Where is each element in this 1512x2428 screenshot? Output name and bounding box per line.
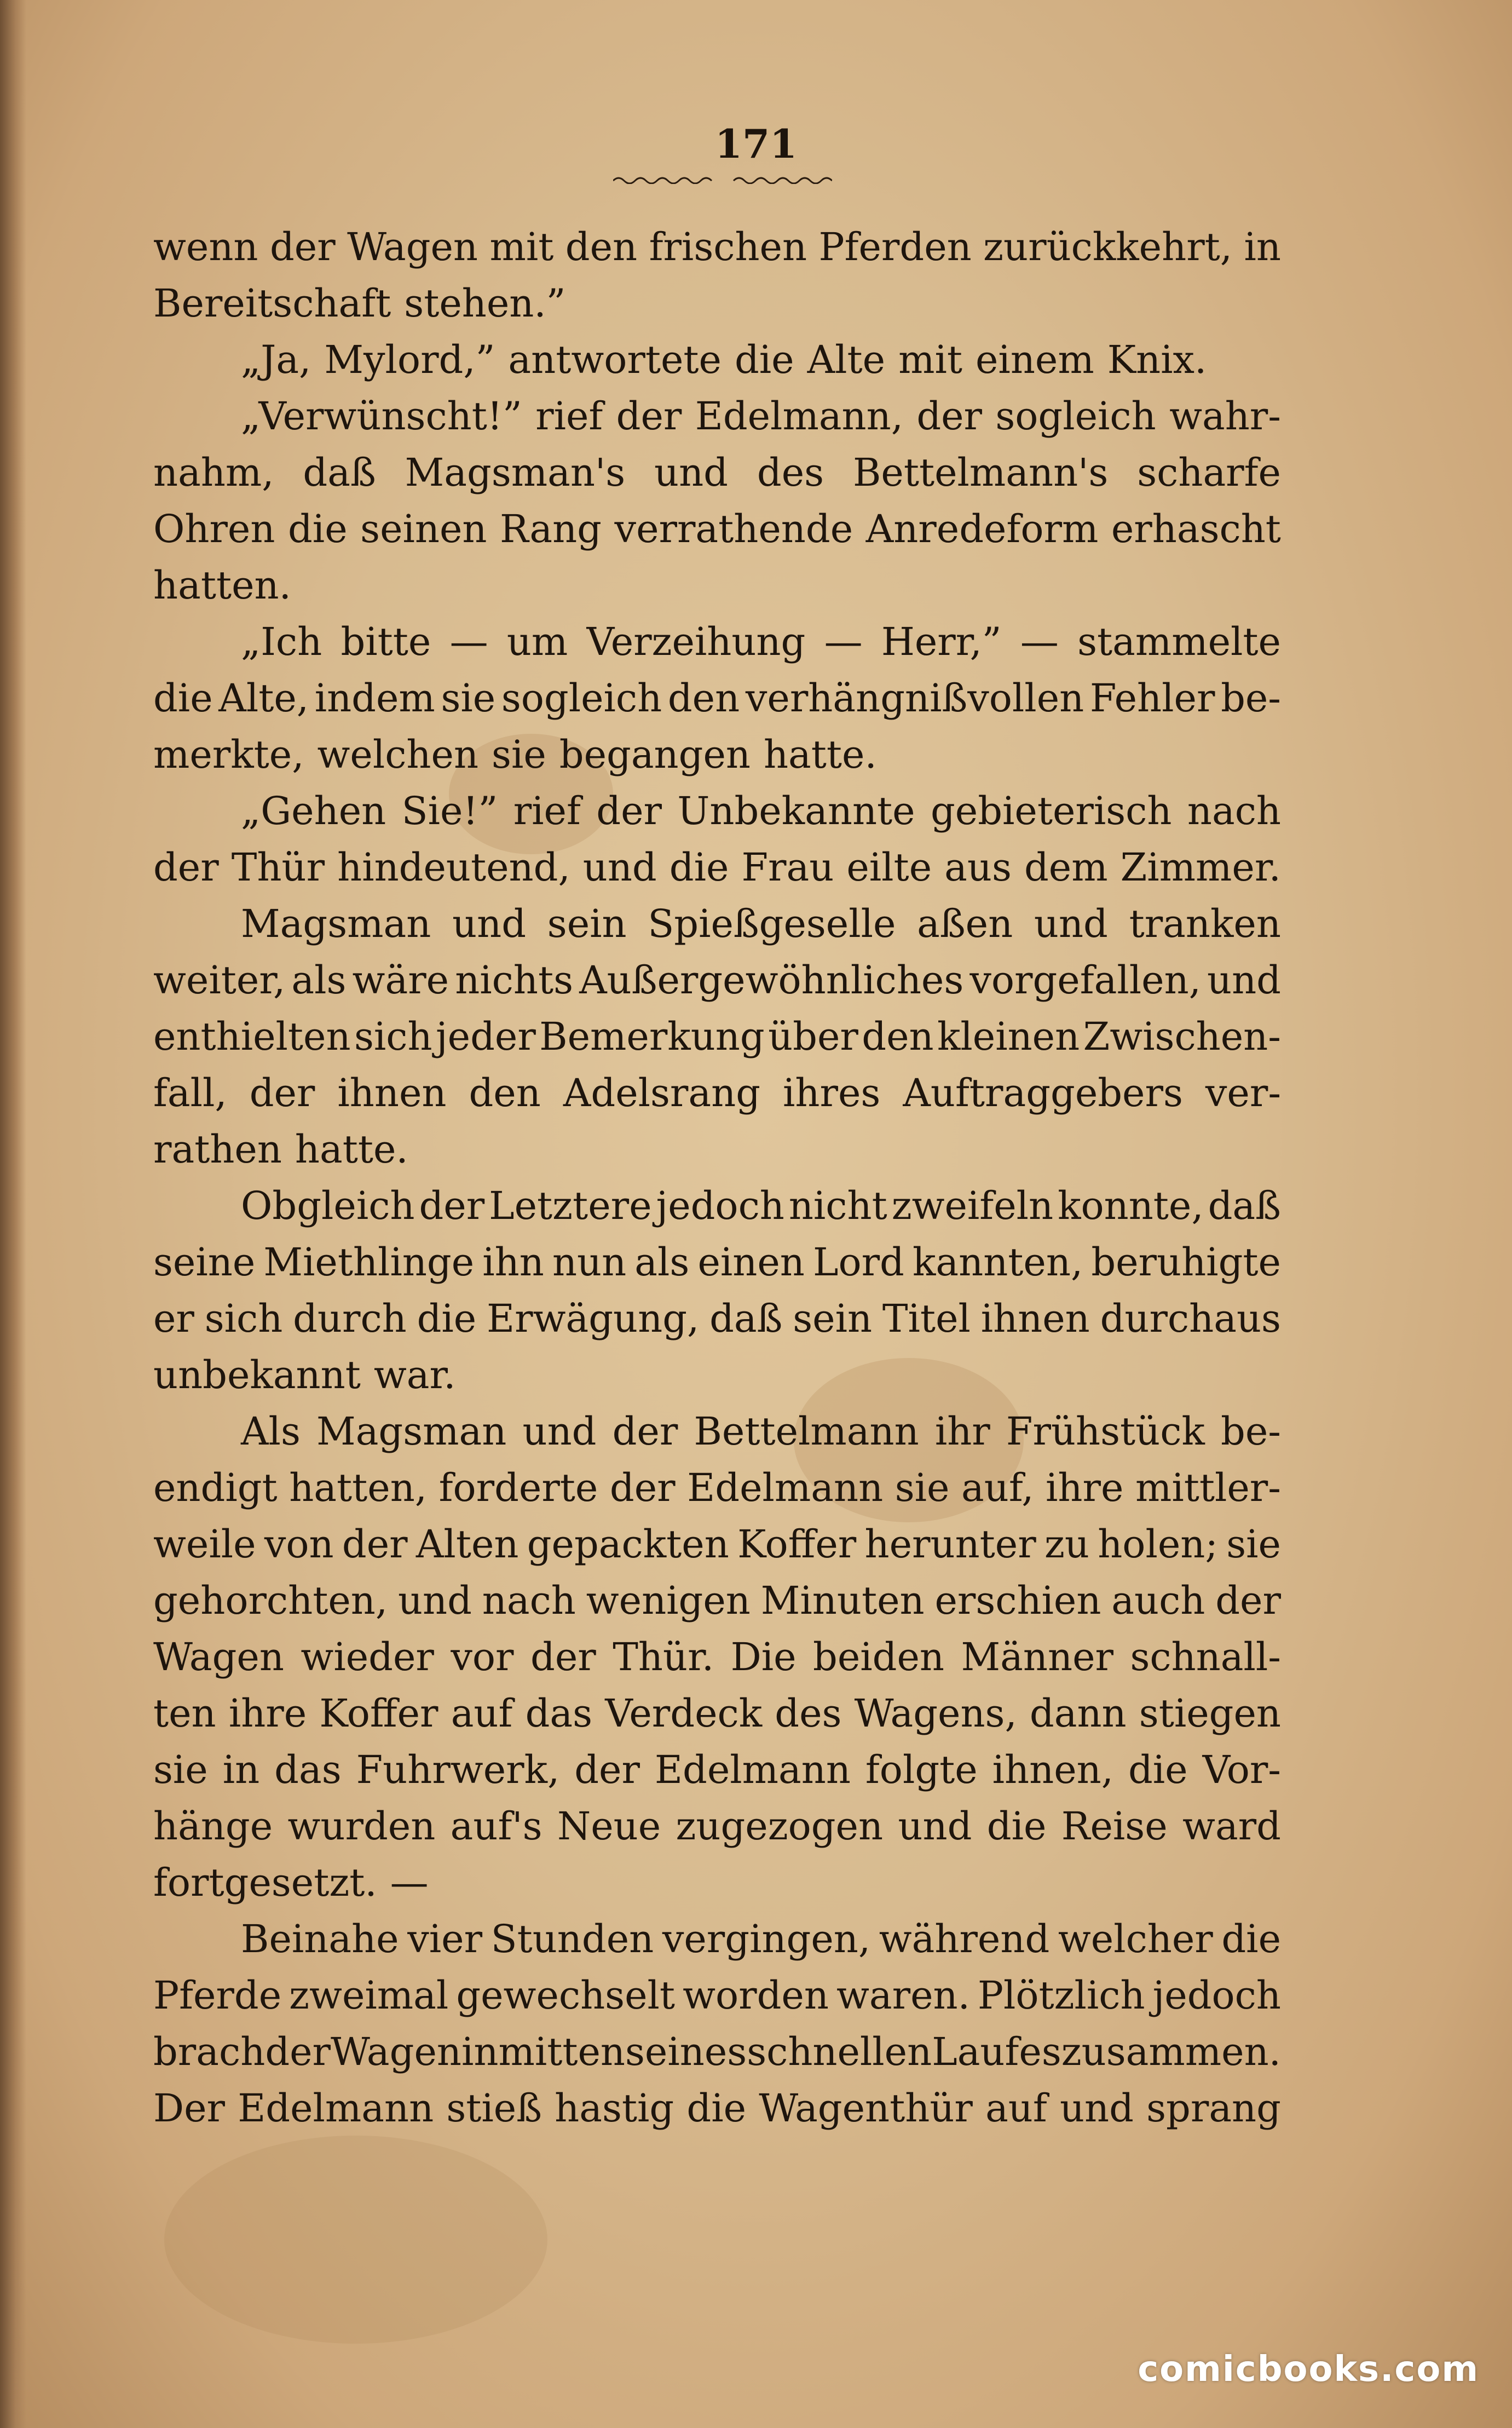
word: Adelsrang xyxy=(563,1071,761,1115)
text-line xyxy=(153,670,1281,727)
page-number: 171 xyxy=(714,120,798,167)
text-line xyxy=(153,1855,1281,1911)
text-line xyxy=(153,1178,1281,1234)
word: Anredeform xyxy=(865,507,1099,551)
word: und xyxy=(397,1578,472,1623)
word: unbekannt xyxy=(153,1353,361,1397)
word: — xyxy=(449,619,488,664)
word: Frau xyxy=(741,845,834,890)
word: das xyxy=(525,1691,593,1736)
word: Der xyxy=(153,2086,226,2131)
text-line xyxy=(153,1516,1281,1573)
word: auf xyxy=(985,2086,1047,2131)
word: sie xyxy=(441,676,496,721)
word: sie xyxy=(153,1747,208,1792)
word: be- xyxy=(1221,1409,1281,1454)
word: Sie!” xyxy=(401,789,498,833)
word: in xyxy=(1244,225,1281,269)
word: zugezogen xyxy=(676,1804,884,1849)
word: worden xyxy=(683,1973,829,2018)
word: „Ich xyxy=(241,619,322,664)
word: Bettelmann xyxy=(694,1409,919,1454)
word: der xyxy=(249,1071,315,1115)
word: holen; xyxy=(1098,1522,1218,1567)
word: den xyxy=(469,1071,541,1115)
word: der xyxy=(916,394,983,439)
word: nahm, xyxy=(153,450,274,495)
text-line xyxy=(153,275,1281,332)
text-line xyxy=(153,1742,1281,1798)
word: jeder xyxy=(435,1014,536,1059)
word: Plötzlich xyxy=(977,1973,1145,2018)
word: wieder xyxy=(301,1635,434,1679)
word: kannten, xyxy=(912,1240,1083,1285)
word: zu xyxy=(1044,1522,1089,1567)
word: sein xyxy=(547,901,627,946)
word: Edelmann, xyxy=(695,394,903,439)
word: Thür xyxy=(231,845,325,890)
word: hatte. xyxy=(295,1127,408,1172)
word: schnall- xyxy=(1130,1635,1281,1679)
word: Wagens, xyxy=(854,1691,1017,1736)
word: Rang xyxy=(500,507,602,551)
word: nun xyxy=(552,1240,627,1285)
word: wahr- xyxy=(1169,394,1281,439)
word: Fehler xyxy=(1089,676,1215,721)
word: und xyxy=(654,450,728,495)
word: der xyxy=(269,225,336,269)
word: die xyxy=(288,507,348,551)
word: Stunden xyxy=(490,1917,654,1961)
word: der xyxy=(265,2029,331,2074)
word: Minuten xyxy=(760,1578,925,1623)
word: jedoch xyxy=(656,1183,784,1228)
word: Pferde xyxy=(153,1973,282,2018)
word: Auftraggebers xyxy=(903,1071,1183,1115)
word: ihres xyxy=(783,1071,881,1115)
text-line xyxy=(153,1967,1281,2024)
word: waren. xyxy=(836,1973,970,2018)
word: Herr,” xyxy=(881,619,1002,664)
word: als xyxy=(291,958,347,1003)
word: hatten. xyxy=(153,563,291,608)
word: nichts xyxy=(455,958,573,1003)
word: das xyxy=(274,1747,342,1792)
word: beruhigte xyxy=(1091,1240,1281,1285)
word: nicht xyxy=(788,1183,887,1228)
word: einem xyxy=(976,337,1094,382)
word: vorgefallen, xyxy=(969,958,1201,1003)
text-line xyxy=(153,1347,1281,1403)
word: inmitten xyxy=(461,2029,625,2074)
text-line xyxy=(153,445,1281,501)
word: auf, xyxy=(961,1465,1034,1510)
text-line xyxy=(153,1009,1281,1065)
word: und xyxy=(1034,901,1108,946)
text-line xyxy=(153,1460,1281,1516)
word: Unbekannte xyxy=(677,789,915,833)
word: seine xyxy=(153,1240,256,1285)
word: zweifeln xyxy=(891,1183,1054,1228)
word: aßen xyxy=(917,901,1013,946)
word: vier xyxy=(407,1917,483,1961)
word: Laufes xyxy=(932,2029,1061,2074)
word: tranken xyxy=(1129,901,1281,946)
word: um xyxy=(506,619,568,664)
word: — xyxy=(1020,619,1059,664)
word: des xyxy=(757,450,824,495)
word: scharfe xyxy=(1137,450,1281,495)
word: Edelmann xyxy=(654,1747,851,1792)
word: erhascht xyxy=(1111,507,1281,551)
word: Verdeck xyxy=(605,1691,763,1736)
word: nach xyxy=(1187,789,1281,833)
word: weiter, xyxy=(153,958,286,1003)
word: Wagen xyxy=(347,225,478,269)
word: der xyxy=(609,1465,676,1510)
word: der xyxy=(153,845,219,890)
word: Knix. xyxy=(1107,337,1207,382)
text-line xyxy=(153,1629,1281,1685)
word: wenn xyxy=(153,225,258,269)
word: stiegen xyxy=(1139,1691,1281,1736)
word: eilte xyxy=(846,845,932,890)
word: „Gehen xyxy=(241,789,386,833)
word: indem xyxy=(314,676,435,721)
word: kleinen xyxy=(937,1014,1080,1059)
text-line xyxy=(153,1403,1281,1460)
word: Männer xyxy=(961,1635,1113,1679)
word: stieß xyxy=(446,2086,542,2131)
text-line xyxy=(153,557,1281,614)
word: ihr xyxy=(934,1409,990,1454)
word: hastig xyxy=(555,2086,674,2131)
word: weile xyxy=(153,1522,256,1567)
word: brach xyxy=(153,2029,266,2074)
word: Alte xyxy=(807,337,886,382)
word: während xyxy=(879,1917,1050,1961)
word: welchen xyxy=(317,732,479,777)
word: daß xyxy=(1208,1183,1281,1228)
word: antwortete xyxy=(508,337,722,382)
word: Spießgeselle xyxy=(648,901,896,946)
word: mit xyxy=(489,225,554,269)
word: er xyxy=(153,1296,194,1341)
text-line xyxy=(153,896,1281,952)
word: ihnen, xyxy=(992,1747,1113,1792)
text-line xyxy=(153,219,1281,275)
word: „Verwünscht!” xyxy=(241,394,522,439)
text-line xyxy=(153,1798,1281,1855)
body-text xyxy=(153,219,1281,2137)
word: dem xyxy=(1024,845,1108,890)
word: zweimal xyxy=(289,1973,449,2018)
word: war. xyxy=(373,1353,456,1397)
word: einen xyxy=(697,1240,805,1285)
word: Alten xyxy=(415,1522,519,1567)
word: begangen xyxy=(559,732,751,777)
word: Bemerkung xyxy=(539,1014,765,1059)
word: des xyxy=(775,1691,842,1736)
text-line xyxy=(153,1234,1281,1291)
word: den xyxy=(667,676,740,721)
word: wurden xyxy=(287,1804,436,1849)
word: seines xyxy=(625,2029,747,2074)
word: gebieterisch xyxy=(931,789,1172,833)
word: auch xyxy=(1111,1578,1205,1623)
text-line xyxy=(153,614,1281,670)
word: ward xyxy=(1182,1804,1281,1849)
word: beiden xyxy=(813,1635,944,1679)
header-ornament xyxy=(613,174,832,184)
word: Zimmer. xyxy=(1120,845,1281,890)
word: ihnen xyxy=(337,1071,447,1115)
word: Die xyxy=(730,1635,797,1679)
word: über xyxy=(768,1014,858,1059)
word: der xyxy=(342,1522,408,1567)
word: und xyxy=(1207,958,1281,1003)
word: enthielten xyxy=(153,1014,351,1059)
word: Lord xyxy=(812,1240,904,1285)
word: Obgleich xyxy=(241,1183,415,1228)
word: hatte. xyxy=(763,732,877,777)
word: verrathende xyxy=(614,507,853,551)
word: Titel xyxy=(882,1296,971,1341)
word: und xyxy=(452,901,527,946)
word: der xyxy=(616,394,682,439)
word: erschien xyxy=(934,1578,1101,1623)
word: Koffer xyxy=(319,1691,438,1736)
word: sie xyxy=(1226,1522,1281,1567)
word: vergingen, xyxy=(662,1917,871,1961)
word: auf's xyxy=(450,1804,543,1849)
word: daß xyxy=(303,450,376,495)
word: die xyxy=(686,2086,747,2131)
word: sogleich xyxy=(501,676,662,721)
word: Neue xyxy=(557,1804,661,1849)
word: forderte xyxy=(438,1465,598,1510)
word: mit xyxy=(898,337,962,382)
word: Fuhrwerk, xyxy=(356,1747,560,1792)
word: Wagenthür xyxy=(759,2086,973,2131)
word: rief xyxy=(513,789,581,833)
word: die xyxy=(1221,1917,1281,1961)
word: ihre xyxy=(1046,1465,1124,1510)
word: auf xyxy=(451,1691,513,1736)
text-line xyxy=(153,783,1281,839)
word: Beinahe xyxy=(241,1917,399,1961)
word: der xyxy=(574,1747,640,1792)
word: die xyxy=(669,845,729,890)
text-line xyxy=(153,1121,1281,1178)
word: wäre xyxy=(352,958,449,1003)
word: gepackten xyxy=(527,1522,729,1567)
word: mittler- xyxy=(1135,1465,1281,1510)
word: herunter xyxy=(864,1522,1036,1567)
word: die xyxy=(153,676,213,721)
page-binding-edge xyxy=(0,0,26,2428)
word: ihnen xyxy=(980,1296,1090,1341)
word: bitte xyxy=(341,619,431,664)
word: Alte, xyxy=(218,676,309,721)
word: Zwischen- xyxy=(1083,1014,1281,1059)
word: sein xyxy=(793,1296,873,1341)
word: und xyxy=(898,1804,972,1849)
text-line xyxy=(153,332,1281,388)
word: der xyxy=(419,1183,485,1228)
word: ihn xyxy=(482,1240,544,1285)
word: Miethlinge xyxy=(263,1240,475,1285)
word: — xyxy=(390,1860,429,1905)
paper-stain xyxy=(164,2136,547,2344)
word: konnte, xyxy=(1058,1183,1204,1228)
word: rief xyxy=(535,394,603,439)
word: fall, xyxy=(153,1071,227,1115)
word: Magsman xyxy=(316,1409,507,1454)
word: Pferden xyxy=(818,225,972,269)
word: sogleich xyxy=(995,394,1156,439)
text-line xyxy=(153,839,1281,896)
word: verhängnißvollen xyxy=(745,676,1084,721)
word: den xyxy=(862,1014,934,1059)
word: der xyxy=(1215,1578,1281,1623)
word: ver- xyxy=(1205,1071,1281,1115)
word: aus xyxy=(944,845,1012,890)
word: die xyxy=(417,1296,477,1341)
word: als xyxy=(634,1240,690,1285)
word: Erwägung, xyxy=(487,1296,700,1341)
word: schnellen xyxy=(747,2029,932,2074)
word: durchaus xyxy=(1100,1296,1281,1341)
word: nach xyxy=(482,1578,576,1623)
word: sie xyxy=(894,1465,950,1510)
text-line xyxy=(153,1065,1281,1121)
word: Edelmann xyxy=(687,1465,884,1510)
word: Wagen xyxy=(153,1635,284,1679)
word: Frühstück xyxy=(1006,1409,1205,1454)
word: seinen xyxy=(360,507,487,551)
text-line xyxy=(153,1291,1281,1347)
word: sie xyxy=(492,732,546,777)
word: und xyxy=(582,845,657,890)
text-line xyxy=(153,2024,1281,2080)
word: die xyxy=(1128,1747,1188,1792)
word: Reise xyxy=(1061,1804,1168,1849)
word: daß xyxy=(709,1296,783,1341)
word: stammelte xyxy=(1077,619,1281,664)
word: der xyxy=(596,789,662,833)
word: sprang xyxy=(1146,2086,1281,2131)
word: hindeutend, xyxy=(337,845,570,890)
word: zurückkehrt, xyxy=(983,225,1233,269)
word: Thür. xyxy=(613,1635,714,1679)
word: Magsman xyxy=(241,901,431,946)
word: gewechselt xyxy=(456,1973,676,2018)
text-line xyxy=(153,388,1281,445)
word: Als xyxy=(241,1409,301,1454)
word: sich xyxy=(204,1296,283,1341)
word: Edelmann xyxy=(238,2086,434,2131)
word: frischen xyxy=(649,225,807,269)
text-line xyxy=(153,727,1281,783)
word: fortgesetzt. xyxy=(153,1860,377,1905)
word: Mylord,” xyxy=(324,337,495,382)
word: sich xyxy=(354,1014,432,1059)
word: Außergewöhnliches xyxy=(579,958,964,1003)
word: hatten, xyxy=(289,1465,428,1510)
word: folgte xyxy=(865,1747,978,1792)
word: dann xyxy=(1029,1691,1127,1736)
word: und xyxy=(522,1409,597,1454)
word: Verzeihung xyxy=(586,619,806,664)
word: „Ja, xyxy=(241,337,311,382)
word: der xyxy=(530,1635,596,1679)
word: ten xyxy=(153,1691,216,1736)
word: merkte, xyxy=(153,732,304,777)
word: ihre xyxy=(228,1691,307,1736)
word: Bettelmann's xyxy=(852,450,1109,495)
word: — xyxy=(824,619,863,664)
word: die xyxy=(986,1804,1047,1849)
word: Magsman's xyxy=(405,450,626,495)
word: Wagen xyxy=(331,2029,461,2074)
word: welcher xyxy=(1058,1917,1213,1961)
word: von xyxy=(264,1522,334,1567)
word: und xyxy=(1059,2086,1134,2131)
text-line xyxy=(153,501,1281,557)
word: be- xyxy=(1221,676,1281,721)
word: hänge xyxy=(153,1804,273,1849)
word: zusammen. xyxy=(1061,2029,1281,2074)
word: Vor- xyxy=(1202,1747,1281,1792)
word: in xyxy=(222,1747,260,1792)
word: vor xyxy=(451,1635,514,1679)
word: Bereitschaft xyxy=(153,281,391,326)
word: Letztere xyxy=(489,1183,652,1228)
word: gehorchten, xyxy=(153,1578,388,1623)
text-line xyxy=(153,952,1281,1009)
word: wenigen xyxy=(586,1578,751,1623)
word: stehen.” xyxy=(404,281,566,326)
text-line xyxy=(153,1685,1281,1742)
word: den xyxy=(565,225,638,269)
watermark: comicbooks.com xyxy=(1138,2349,1479,2390)
word: Koffer xyxy=(737,1522,857,1567)
word: rathen xyxy=(153,1127,282,1172)
text-line xyxy=(153,2080,1281,2137)
text-line xyxy=(153,1911,1281,1967)
text-line xyxy=(153,1573,1281,1629)
word: durch xyxy=(293,1296,407,1341)
word: die xyxy=(734,337,794,382)
word: jedoch xyxy=(1152,1973,1281,2018)
word: Ohren xyxy=(153,507,275,551)
word: der xyxy=(612,1409,678,1454)
word: endigt xyxy=(153,1465,278,1510)
